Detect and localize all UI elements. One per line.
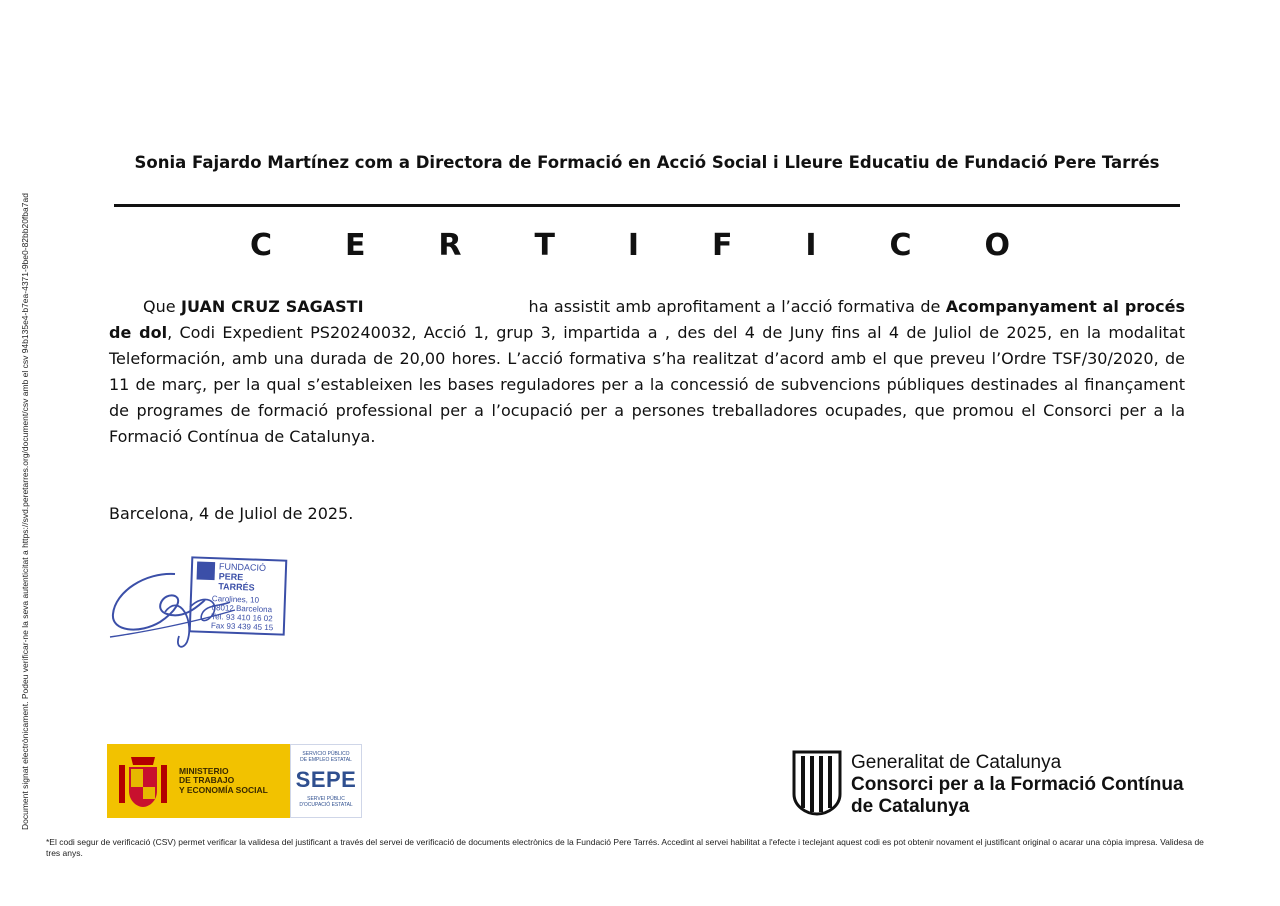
stamp-addr2: 08012 Barcelona bbox=[211, 603, 273, 615]
body-intro: Que bbox=[143, 297, 176, 316]
sepe-top2: DE EMPLEO ESTATAL bbox=[300, 757, 352, 763]
participant-name: JUAN CRUZ SAGASTI bbox=[181, 297, 364, 316]
stamp-line1: FUNDACIÓ bbox=[218, 561, 267, 573]
body-details: , Codi Expedient PS20240032, Acció 1, grup 3, impartida a , des del 4 de Juny fins al 4 de Juliol de 2025, en la modalitat Teleformación, amb una durada de 20,00 hores. L’acció formativa s’ha realitzat d’acord amb el que preveu l’Ordre TSF/30/2020, de 11 de març, per la qual s’estableixen les bases reguladores per a la concessió de subvencions públiques destinades al finançament de programes de formació professional per a l’ocupació per a persones treballadores ocupades, que promou el Consorci per a la Formació Contínua de Catalunya. bbox=[109, 323, 1185, 446]
body-attended: ha assistit amb aprofitament a l’acció formativa de bbox=[528, 297, 941, 316]
stamp-line2: PERE TARRÉS bbox=[218, 571, 255, 593]
stamp-addr1: Carolines, 10 bbox=[211, 594, 260, 605]
title-letter: F bbox=[711, 228, 733, 263]
place-and-date: Barcelona, 4 de Juliol de 2025. bbox=[109, 504, 354, 523]
stamp-addr3: Tel. 93 410 16 02 bbox=[211, 612, 273, 624]
sepe-top1: SERVICIO PÚBLICO bbox=[302, 751, 350, 757]
sepe-name: SEPE bbox=[295, 767, 357, 792]
title-letter: C bbox=[250, 228, 273, 263]
course-name: Acompanyament al procés de dol bbox=[109, 297, 1186, 342]
title-letter: T bbox=[534, 228, 555, 263]
ministry-logo bbox=[107, 744, 290, 818]
sepe-logo bbox=[290, 744, 362, 818]
certifico-title bbox=[250, 228, 1010, 263]
sepe-bot1: SERVEI PÚBLIC bbox=[307, 796, 345, 802]
coat-of-arms-icon bbox=[117, 751, 169, 811]
ministry-line1: MINISTERIO bbox=[179, 765, 229, 776]
title-letter: E bbox=[344, 228, 366, 263]
ministry-line3: Y ECONOMÍA SOCIAL bbox=[179, 784, 268, 795]
title-letter: C bbox=[889, 228, 912, 263]
title-letter: R bbox=[438, 228, 462, 263]
certificate-body bbox=[109, 294, 1185, 450]
certifier-header: Sonia Fajardo Martínez com a Directora de Formació en Acció Social i Lleure Educatiu de Fundació Pere Tarrés bbox=[134, 153, 1160, 172]
consorci-line2: de Catalunya bbox=[851, 796, 970, 817]
title-letter: O bbox=[984, 228, 1010, 263]
title-letter: I bbox=[627, 228, 640, 263]
header-divider bbox=[114, 204, 1180, 207]
stamp-addr4: Fax 93 439 45 15 bbox=[210, 621, 274, 633]
consorci-line1: Consorci per a la Formació Contínua bbox=[851, 774, 1184, 795]
foundation-logo-icon bbox=[197, 562, 216, 581]
generalitat-text bbox=[851, 752, 1184, 818]
electronic-signature-note: Document signat electrònicament. Podeu verificar-ne la seva autenticitat a https://svd.peretarres.org/document/csv amb el csv 94b135e4-b7ea-4371-9be0-82bb20fba7ad bbox=[20, 193, 30, 830]
ministry-line2: DE TRABAJO bbox=[179, 775, 235, 786]
generalitat-line1: Generalitat de Catalunya bbox=[851, 752, 1062, 773]
title-letter: I bbox=[805, 228, 817, 263]
foundation-stamp bbox=[189, 556, 288, 635]
generalitat-emblem-icon bbox=[792, 750, 842, 816]
csv-footer-note: *El codi segur de verificació (CSV) permet verificar la validesa del justificant a través del servei de verificació de documents electrònics de la Fundació Pere Tarrés. Accedint al servei habilitat a l'efecte i teclejant aquest codi es pot obtenir novament el justificant original o acarar una còpia impresa. Validesa de tres anys. bbox=[46, 837, 1204, 858]
sepe-bot2: D'OCUPACIÓ ESTATAL bbox=[299, 802, 353, 808]
